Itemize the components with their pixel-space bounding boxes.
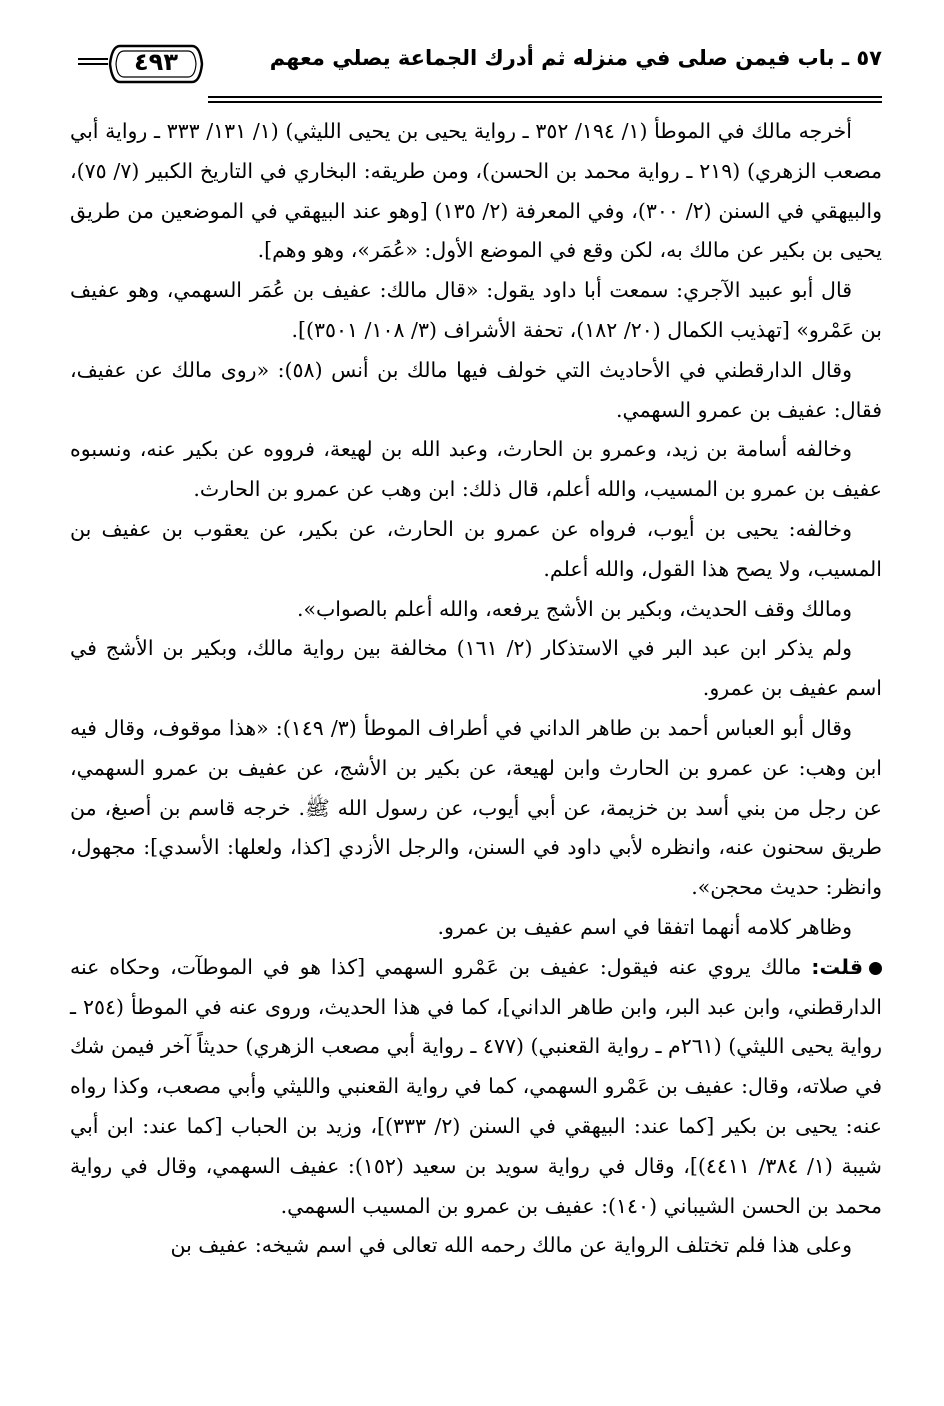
page-number: ٤٩٣	[134, 48, 178, 76]
paragraph-7: ولم يذكر ابن عبد البر في الاستذكار (٢/ ١٦١) مخالفة بين رواية مالك، وبكير بن الأشج في اسم عفيف بن عمرو.	[70, 636, 882, 701]
last-paragraph: وعلى هذا فلم تختلف الرواية عن مالك رحمه الله تعالى في اسم شيخه: عفيف بن	[170, 1233, 852, 1258]
paragraph-2: قال أبو عبيد الآجري: سمعت أبا داود يقول: «قال مالك: عفيف بن عُمَر السهمي، وهو عفيف بن عَمْرو» [تهذيب الكمال (٢٠/ ١٨٢)، تحفة الأشراف (٣/ ١٠٨/ ٣٥٠١)].	[70, 278, 882, 342]
paragraph-5: وخالفه: يحيى بن أيوب، فرواه عن عمرو بن الحارث، عن بكير، عن يعقوب بن عفيف بن المسيب، ولا يصح هذا القول، والله أعلم.	[70, 516, 882, 581]
note-text: مالك يروي عنه فيقول: عفيف بن عَمْرو السهمي [كذا هو في الموطآت، وحكاه عنه الدارقطني، وابن عبد البر، وابن طاهر الداني]، كما في هذا الحديث، وروى عنه في الموطأ (٢٥٤ ـ رواية يحيى الليثي) (٢٦١م ـ رواية القعنبي) (٤٧٧ ـ رواية أبي مصعب الزهري) حديثاً آخر فيمن شك في صلاته، وقال: عفيف بن عَمْرو السهمي، كما في رواية القعنبي والليثي وأبي مصعب، وكذا رواه عنه: يحيى بن بكير [كما عند: البيهقي في السنن (٢/ ٣٣٣)]، وزيد بن الحباب [كما عند: ابن أبي شيبة (١/ ٣٨٤/ ٤٤١١)]، وقال في رواية سويد بن سعيد (١٥٢): عفيف السهمي، وقال في رواية محمد بن الحسن الشيباني (١٤٠): عفيف بن عمرو بن المسيب السهمي.	[70, 954, 882, 1218]
note-label: قلت:	[811, 954, 863, 979]
paragraph-4: وخالفه أسامة بن زيد، وعمرو بن الحارث، وعبد الله بن لهيعة، فرووه عن بكير عنه، ونسبوه عفيف بن عمرو بن المسيب، والله أعلم، قال ذلك: ابن وهب عن عمرو بن الحارث.	[70, 437, 882, 502]
body-text	[70, 112, 882, 1266]
paragraph-6: ومالك وقف الحديث، وبكير بن الأشج يرفعه، والله أعلم بالصواب».	[296, 596, 852, 621]
note-paragraph	[70, 948, 882, 1227]
running-title: ٥٧ ـ باب فيمن صلى في منزله ثم أدرك الجماعة يصلي معهم	[269, 46, 882, 70]
paragraph-9: وظاهر كلامه أنهما اتفقا في اسم عفيف بن عمرو.	[437, 914, 852, 939]
paragraph-3: وقال الدارقطني في الأحاديث التي خولف فيها مالك بن أنس (٥٨): «روى مالك عن عفيف، فقال: عفيف بن عمرو السهمي.	[70, 357, 882, 422]
paragraph-1: أخرجه مالك في الموطأ (١/ ١٩٤/ ٣٥٢ ـ رواية يحيى بن يحيى الليثي) (١/ ١٣١/ ٣٣٣ ـ رواية أبي مصعب الزهري) (٢١٩ ـ رواية محمد بن الحسن)، ومن طريقه: البخاري في التاريخ الكبير (٧/ ٧٥)، والبيهقي في السنن (٢/ ٣٠٠)، وفي المعرفة (٢/ ١٣٥) [وهو عند البيهقي في الموضعين من طريق يحيى بن بكير عن مالك به، لكن وقع في الموضع الأول: «عُمَر»، وهو وهم].	[70, 119, 882, 263]
page-header	[78, 38, 882, 108]
bullet-marker-icon	[869, 962, 882, 975]
header-rule-left	[78, 58, 108, 68]
paragraph-8: وقال أبو العباس أحمد بن طاهر الداني في أطراف الموطأ (٣/ ١٤٩): «هذا موقوف، وقال فيه ابن وهب: عن عمرو بن الحارث وابن لهيعة، عن بكير بن الأشج، عن عفيف بن عمرو السهمي، عن رجل من بني أسد بن خزيمة، عن أبي أيوب، عن رسول الله ﷺ. خرجه قاسم بن أصبغ، من طريق سحنون عنه، وانظره لأبي داود في السنن، والرجل الأزدي [كذا، ولعلها: الأسدي]: مجهول، وانظر: حديث محجن».	[70, 715, 882, 900]
page-number-badge	[108, 42, 204, 86]
header-rule	[78, 96, 882, 104]
